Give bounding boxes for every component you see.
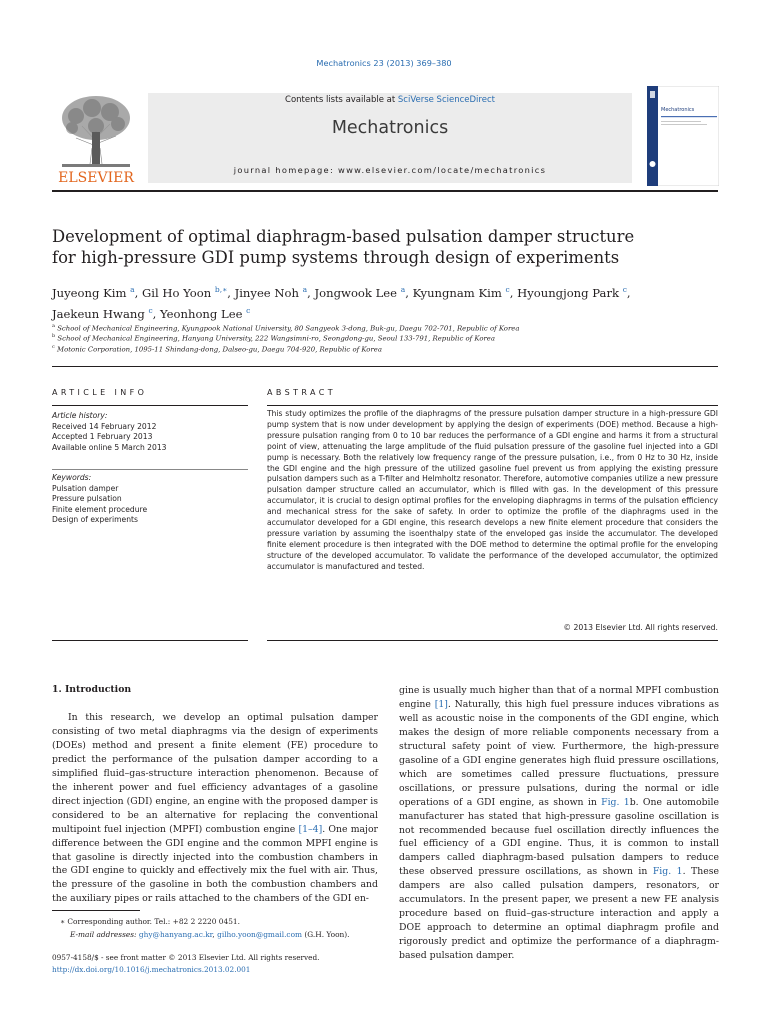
cover-image-icon bbox=[647, 86, 719, 186]
abstract-rule bbox=[267, 405, 718, 406]
article-info-divider bbox=[52, 469, 248, 470]
email-link[interactable]: gilho.yoon@gmail.com bbox=[217, 930, 303, 939]
keyword: Finite element procedure bbox=[52, 504, 148, 514]
author-list: Juyeong Kim $^a$, Gil Ho Yoon $^{b,∗}$, Jinyee Noh $^a$, Jongwook Lee $^a$, Kyungnam Kim $^c$, Hyoungjong Park $^c$, Jaekeun Hwang $^c$, Yeonhong Lee $^c$ bbox=[52, 285, 631, 321]
figure-link[interactable]: Fig. 1 bbox=[601, 796, 630, 808]
title-line-2: for high-pressure GDI pump systems through design of experiments bbox=[52, 248, 620, 267]
affiliation: $^a$ School of Mechanical Engineering, Kyungpook National University, 80 Sangyeok 3-dong, Buk-gu, Daegu 702-701, Republic of Korea bbox=[52, 323, 520, 333]
corresponding-author-note: ∗ Corresponding author. Tel.: +82 2 2220 0451. bbox=[60, 917, 240, 926]
author[interactable]: Kyungnam Kim $^c$ bbox=[412, 285, 510, 300]
body-column-left: In this research, we develop an optimal pulsation damper consisting of two metal diaphragms via the design of experiments (DOEs) method and present a finite element (FE) procedure to predict the performance of the pulsation damper according to a simplified fluid–gas-structure interaction phenomenon. Because of the inherent power and fuel efficiency advantages of a gasoline direct injection (GDI) engine, an engine with the proposed damper is considered to be an alternative for replacing the conventional multipoint fuel injection (MPFI) combustion engine [1–4]. One major difference between the GDI engine and the common MPFI engine is that gasoline is directly injected into the combustion chambers in the GDI engine to quickly and effectively mix the fuel with air. Thus, the pressure of the gasoline in both the combustion chambers and the auxiliary pipes or rails attached to the chambers of the GDI en- bbox=[52, 712, 378, 905]
keywords bbox=[52, 473, 248, 526]
article-info-rule bbox=[52, 405, 248, 406]
footnote-rule bbox=[52, 910, 140, 911]
article-info-bottom-rule bbox=[52, 640, 248, 641]
contents-line bbox=[148, 95, 632, 105]
keywords-label: Keywords: bbox=[52, 473, 92, 482]
history-label: Article history: bbox=[52, 411, 108, 420]
author[interactable]: Jinyee Noh $^a$ bbox=[234, 285, 308, 300]
journal-cover-thumbnail[interactable] bbox=[647, 86, 719, 186]
keyword: Pressure pulsation bbox=[52, 494, 122, 503]
header-rule bbox=[52, 190, 718, 192]
online-date: Available online 5 March 2013 bbox=[52, 442, 167, 452]
journal-homepage[interactable]: journal homepage: www.elsevier.com/locate/mechatronics bbox=[233, 165, 547, 175]
keyword: Pulsation damper bbox=[52, 483, 119, 493]
figure-link[interactable]: Fig. 1 bbox=[652, 866, 683, 878]
abstract-bottom-rule bbox=[267, 640, 718, 641]
keyword: Design of experiments bbox=[52, 515, 138, 524]
title-line-1: Development of optimal diaphragm-based pulsation damper structure bbox=[52, 227, 635, 246]
affiliation-rule bbox=[52, 366, 718, 367]
accepted-date: Accepted 1 February 2013 bbox=[52, 432, 153, 441]
sciencedirect-link[interactable]: SciVerse ScienceDirect bbox=[397, 95, 495, 105]
copyright: © 2013 Elsevier Ltd. All rights reserved. bbox=[563, 623, 718, 632]
affiliation: $^b$ School of Mechanical Engineering, Hanyang University, 222 Wangsimni-ro, Seongdong-gu, Seoul 133-791, Republic of Korea bbox=[52, 333, 495, 343]
journal-citation[interactable]: Mechatronics 23 (2013) 369–380 bbox=[316, 58, 452, 68]
contents-prefix: Contents lists available at bbox=[285, 95, 398, 105]
author[interactable]: Juyeong Kim $^a$ bbox=[52, 285, 135, 300]
email-link[interactable]: ghy@hanyang.ac.kr bbox=[138, 930, 213, 939]
author[interactable]: Hyoungjong Park $^c$ bbox=[517, 285, 627, 300]
received-date: Received 14 February 2012 bbox=[52, 421, 157, 431]
author[interactable]: Yeonhong Lee $^c$ bbox=[160, 305, 251, 321]
section-heading-introduction: 1. Introduction bbox=[52, 684, 132, 695]
article-title bbox=[52, 226, 692, 268]
svg-text:Mechatronics: Mechatronics bbox=[661, 107, 695, 113]
affiliation: $^c$ Motonic Corporation, 1095-11 Shindang-dong, Dalseo-gu, Daegu 704-920, Republic of Korea bbox=[52, 344, 382, 354]
body-column-right: gine is usually much higher than that of a normal MPFI combustion engine [1]. Naturally, this high fuel pressure induces vibrations as well as acoustic noise in the components of the GDI engine, which makes the design of more reliable components necessary from a structural safety point of view. Furthermore, the high-pressure gasoline of a GDI engine generates high fluid pressure oscillations, which are sometimes called pressure fluctuations, pressure oscillations, or pressure pulsations, during the normal or idle operations of a GDI engine, as shown in Fig. 1b. One automobile manufacturer has stated that high-pressure gasoline oscillation is not recommended because fuel oscillation directly influences the fuel efficiency of a GDI engine. Thus, it is common to install dampers called diaphragm-based pulsation dampers to reduce these observed pressure oscillations, as shown in Fig. 1. These dampers are also called pulsation dampers, resonators, or accumulators. In the present paper, we present a new FE analysis procedure based on fluid–gas-structure interaction and apply a DOE approach to determine an optimal diaphragm profile and rigorously predict and optimize the performance of a diaphragm-based pulsation damper. bbox=[399, 685, 719, 962]
email-line: E-mail addresses: ghy@hanyang.ac.kr, gilho.yoon@gmail.com (G.H. Yoon). bbox=[70, 930, 350, 939]
author[interactable]: Jongwook Lee $^a$ bbox=[314, 285, 406, 300]
elsevier-tree-icon bbox=[52, 86, 140, 186]
doi-link[interactable]: http://dx.doi.org/10.1016/j.mechatronics.2013.02.001 bbox=[52, 965, 251, 974]
author[interactable]: Gil Ho Yoon $^{b,∗}$ bbox=[142, 285, 228, 300]
svg-text:ELSEVIER: ELSEVIER bbox=[58, 170, 134, 186]
reference-link[interactable]: [1] bbox=[434, 698, 448, 710]
elsevier-logo[interactable] bbox=[52, 86, 140, 186]
article-history bbox=[52, 411, 248, 453]
abstract-text: This study optimizes the profile of the diaphragms of the pressure pulsation damper structure in a high-pressure GDI pump system that is now under development by applying the design of experiments (DOE) method. Because a high-pressure pulsation ranging from 0 to 10 bar reduces the performance of a GDI engine and harms it from a structural point of view, attenuating the large amplitude of the fluid pulsation pressure of the gasoline fuel injected into a GDI pump is necessary. Both the relatively low frequency range of the pressure pulsation, i.e., from 0 Hz to 30 Hz, inside the GDI engine and the high pressure of the utilized gasoline fuel prevent us from applying the existing pressure pulsation dampers such as a T-filter and Helmholtz resonator. Therefore, automotive companies utilize a new pressure pulsation damper structure called an accumulator, which is filled with gas. In the development of this pressure accumulator, it is crucial to design optimal profiles for the enveloping diaphragms in terms of the pulsation efficiency and mechanical stress for the sake of safety. In order to optimize the profile of the diaphragms used in the accumulator developed for a GDI engine, this research develops a new finite element procedure that considers the pressure variation by assuming the isoenthalpy state of the enveloped gas inside the accumulator. The developed finite element procedure is then integrated with the DOE method to determine the optimal profile for the enveloping structure of the developed accumulator. To validate the performance of the developed accumulator, the optimized accumulator is manufactured and tested. bbox=[267, 409, 718, 571]
author[interactable]: Jaekeun Hwang $^c$ bbox=[52, 305, 153, 321]
reference-link[interactable]: [1–4] bbox=[298, 823, 323, 835]
abstract-heading: ABSTRACT bbox=[267, 388, 337, 397]
article-info-heading: ARTICLE INFO bbox=[52, 388, 148, 397]
journal-title: Mechatronics bbox=[331, 118, 449, 138]
issn-line: 0957-4158/$ - see front matter © 2013 Elsevier Ltd. All rights reserved. bbox=[52, 953, 320, 962]
